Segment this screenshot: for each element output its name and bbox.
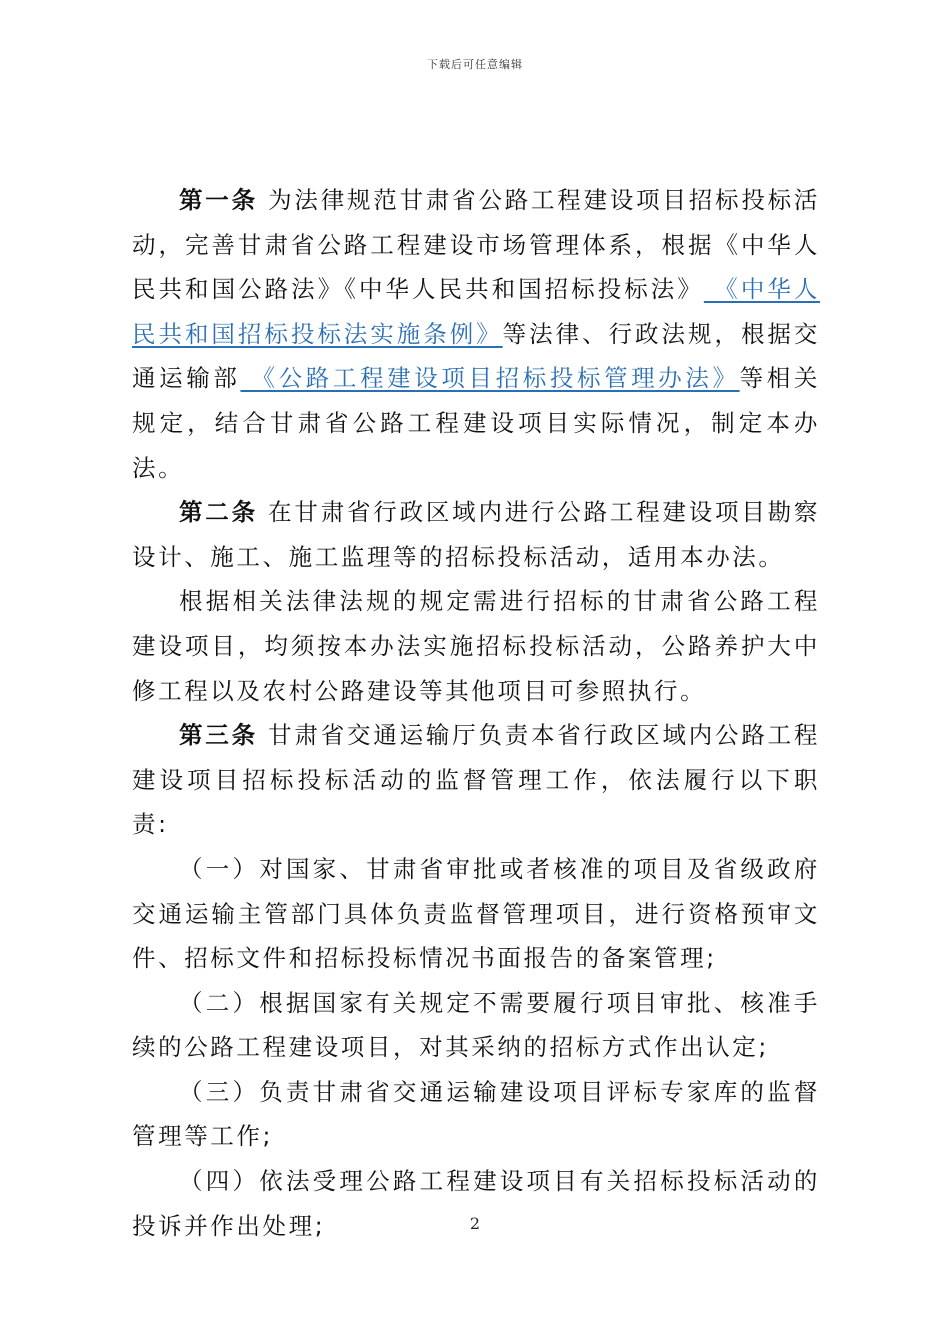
article-3-paragraph: [132, 713, 820, 847]
article-3-item-3: （三）负责甘肃省交通运输建设项目评标专家库的监督管理等工作;: [132, 1077, 820, 1151]
page-header: 下载后可任意编辑: [427, 58, 523, 71]
article-1-text-a: 为法律规范甘肃省公路工程建设项目招标投标活动，完善甘肃省公路工程建设市场管理体系，根据《中华人民共和国公路法》《中华人民共和国招标投标法》: [132, 186, 820, 304]
article-1-text-b: 等法律、行政法规，根据交通运输部: [132, 319, 821, 393]
article-2-paragraph: [132, 490, 820, 579]
article-2-second-paragraph: 根据相关法律法规的规定需进行招标的甘肃省公路工程建设项目，均须按本办法实施招标投标活动，公路养护大中修工程以及农村公路建设等其他项目可参照执行。: [132, 587, 820, 705]
article-3-label: 第三条: [179, 721, 258, 750]
article-3-item-4: （四）依法受理公路工程建设项目有关招标投标活动的投诉并作出处理;: [132, 1167, 820, 1240]
regulation-link-implementation-rules[interactable]: 《中华人民共和国招标投标法实施条例》: [132, 275, 820, 348]
article-1-label: 第一条: [179, 186, 258, 214]
article-2-text: 在甘肃省行政区域内进行公路工程建设项目勘察设计、施工、施工监理等的招标投标活动，适用本办法。: [132, 498, 820, 571]
article-3-item-1: （一）对国家、甘肃省审批或者核准的项目及省级政府交通运输主管部门具体负责监督管理项目，进行资格预审文件、招标文件和招标投标情况书面报告的备案管理;: [132, 854, 820, 973]
article-2-label: 第二条: [179, 498, 258, 527]
article-1-paragraph: [132, 178, 820, 490]
page-number: 2: [469, 1214, 481, 1233]
article-3-text: 甘肃省交通运输厅负责本省行政区域内公路工程建设项目招标投标活动的监督管理工作，依法履行以下职责:: [132, 721, 820, 839]
document-body: [132, 178, 820, 1248]
regulation-link-management-measures[interactable]: 《公路工程建设项目招标投标管理办法》: [240, 364, 740, 393]
article-3-item-2: （二）根据国家有关规定不需要履行项目审批、核准手续的公路工程建设项目，对其采纳的招标方式作出认定;: [132, 988, 820, 1062]
article-1-text-c: 等相关规定，结合甘肃省公路工程建设项目实际情况，制定本办法。: [132, 364, 820, 482]
